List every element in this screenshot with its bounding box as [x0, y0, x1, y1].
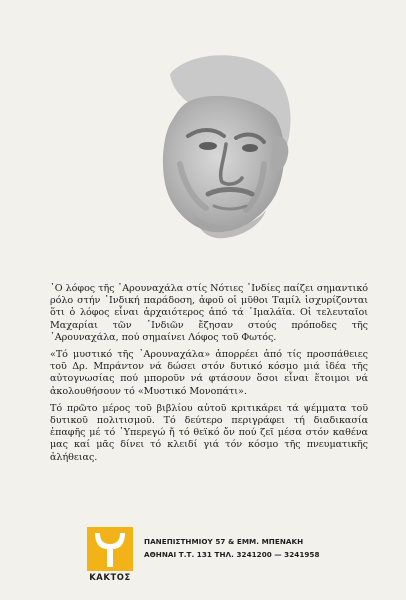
kaktos-logo-icon: [87, 527, 133, 571]
address-line-2: ΑΘΗΝΑΙ Τ.Τ. 131 ΤΗΛ. 3241200 — 3241958: [144, 550, 320, 559]
paragraph-2: «Τό μυστικό τῆς ᾿Αρουναχάλα» ἀπορρέει ἀπό τίς προσπάθειες τοῦ Δρ. Μπράντον νά δώσει στόν δυτικό κόσμο μιά ἰδέα τῆς αὐτογνωσίας πού μποροῦν νά φτάσουν ὅσοι εἶναι ἕτοιμοι νά ἀκολουθήσουν τό «Μυστικό Μονοπάτι».: [50, 349, 368, 397]
publisher-name: ΚΑΚΤΟΣ: [89, 572, 131, 582]
publisher-address: [144, 535, 320, 561]
paragraph-1: ῾Ο λόφος τῆς ᾿Αρουναχάλα στίς Νότιες ᾿Ινδίες παίζει σημαντικό ρόλο στήν ᾿Ινδική παράδοση, ἀφοῦ οἱ μῦθοι Ταμίλ ἰσχυρίζονται ὅτι ὁ λόφος εἶναι ἀρχαιότερος ἀπό τά ῾Ιμαλάϊα. Οἱ τελευταῖοι Μαχαρίαι τῶν ᾿Ινδιῶν ἔζησαν στούς πρόποδες τῆς ᾿Αρουναχάλα, πού σημαίνει Λόφος τοῦ Φωτός.: [50, 283, 368, 343]
portrait-icon: [110, 44, 306, 240]
blurb-text: [50, 283, 368, 469]
address-line-1: ΠΑΝΕΠΙΣΤΗΜΙΟΥ 57 & ΕΜΜ. ΜΠΕΝΑΚΗ: [144, 537, 304, 546]
paragraph-3: Τό πρῶτο μέρος τοῦ βιβλίου αὐτοῦ κριτικάρει τά ψέμματα τοῦ δυτικοῦ πολιτισμοῦ. Τό δεύτερο περιγράφει τή διαδικασία ἐπαφῆς μέ τό ῾Υπερεγώ ἤ τό θεϊκό ὄν πού ζεῖ μέσα στόν καθένα μας καί μᾶς δίνει τό κλειδί γιά τόν κόσμο τῆς πνευματικῆς ἀλήθειας.: [50, 402, 368, 463]
